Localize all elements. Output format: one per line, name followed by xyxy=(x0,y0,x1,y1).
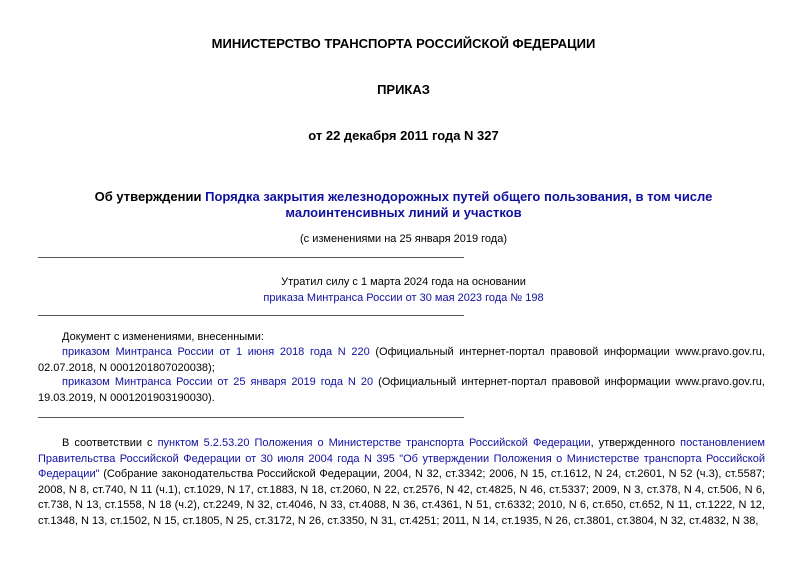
amendment-1 xyxy=(38,345,765,376)
body-start: В соответствии с xyxy=(62,437,158,449)
title-prefix: Об утверждении xyxy=(94,189,206,204)
ministry-heading: МИНИСТЕРСТВО ТРАНСПОРТА РОССИЙСКОЙ ФЕДЕРАЦИИ xyxy=(211,36,596,51)
body-mid: , утвержденного xyxy=(590,437,681,449)
divider xyxy=(38,257,464,258)
body-rest: (Собрание законодательства Российской Федерации, 2004, N 32, ст.3342; 2006, N 15, ст.1612, N 24, ст.2601, N 52 (ч.3), ст.5587; 2008, N 8, ст.740, N 11 (ч.1), ст.1029, N 17, ст.1883, N 18, ст.2060, N 22, ст.2576, N 42, ст.4825, N 46, ст.5337; 2009, N 3, ст.378, N 4, ст.506, N 6, ст.738, N 13, ст.1558, N 18 (ч.2), ст.2249, N 32, ст.4046, N 33, ст.4088, N 36, ст.4361, N 51, ст.6332; 2010, N 6, ст.650, ст.652, N 11, ст.1222, N 12, ст.1348, N 13, ст.1502, N 15, ст.1805, N 25, ст.3172, N 26, ст.3350, N 31, ст.4251; 2011, N 14, ст.1935, N 26, ст.3801, ст.3804, N 32, ст.4832, N 38, xyxy=(38,468,765,527)
title-link-line2[interactable]: малоинтенсивных линий и участков xyxy=(285,205,522,220)
title-link[interactable]: Порядка закрытия железнодорожных путей общего пользования, в том числе xyxy=(205,189,713,204)
revoked-link[interactable]: приказа Минтранса России от 30 мая 2023 года № 198 xyxy=(263,292,544,304)
divider xyxy=(38,315,464,316)
body-link-decree[interactable]: постановлением Правительства Российской Федерации от 30 июля 2004 года N 395 "Об утверждении Положения о Министерстве транспорта Российской Федерации" xyxy=(38,437,765,480)
amendment-2 xyxy=(38,375,765,406)
changes-heading: Документ с изменениями, внесенными: xyxy=(62,331,264,343)
doc-date-number: от 22 декабря 2011 года N 327 xyxy=(308,128,499,143)
body-link-regulation[interactable]: пунктом 5.2.53.20 Положения о Министерстве транспорта Российской Федерации xyxy=(157,437,591,449)
revoked-text: Утратил силу с 1 марта 2024 года на основании xyxy=(281,276,526,288)
amendment-1-source: (Официальный интернет-портал правовой информации www.pravo.gov.ru, 02.07.2018, N 0001201807020038); xyxy=(38,346,765,374)
amended-note: (с изменениями на 25 января 2019 года) xyxy=(299,233,507,245)
amendment-2-source: (Официальный интернет-портал правовой информации www.pravo.gov.ru, 19.03.2019, N 0001201903190030). xyxy=(38,376,765,404)
doc-type-heading: ПРИКАЗ xyxy=(377,82,430,97)
divider xyxy=(38,417,464,418)
amendment-1-link[interactable]: приказом Минтранса России от 1 июня 2018 года N 220 xyxy=(62,346,370,358)
doc-title-line1 xyxy=(0,189,807,204)
amendment-2-link[interactable]: приказом Минтранса России от 25 января 2019 года N 20 xyxy=(62,376,374,388)
body-paragraph xyxy=(38,436,765,529)
